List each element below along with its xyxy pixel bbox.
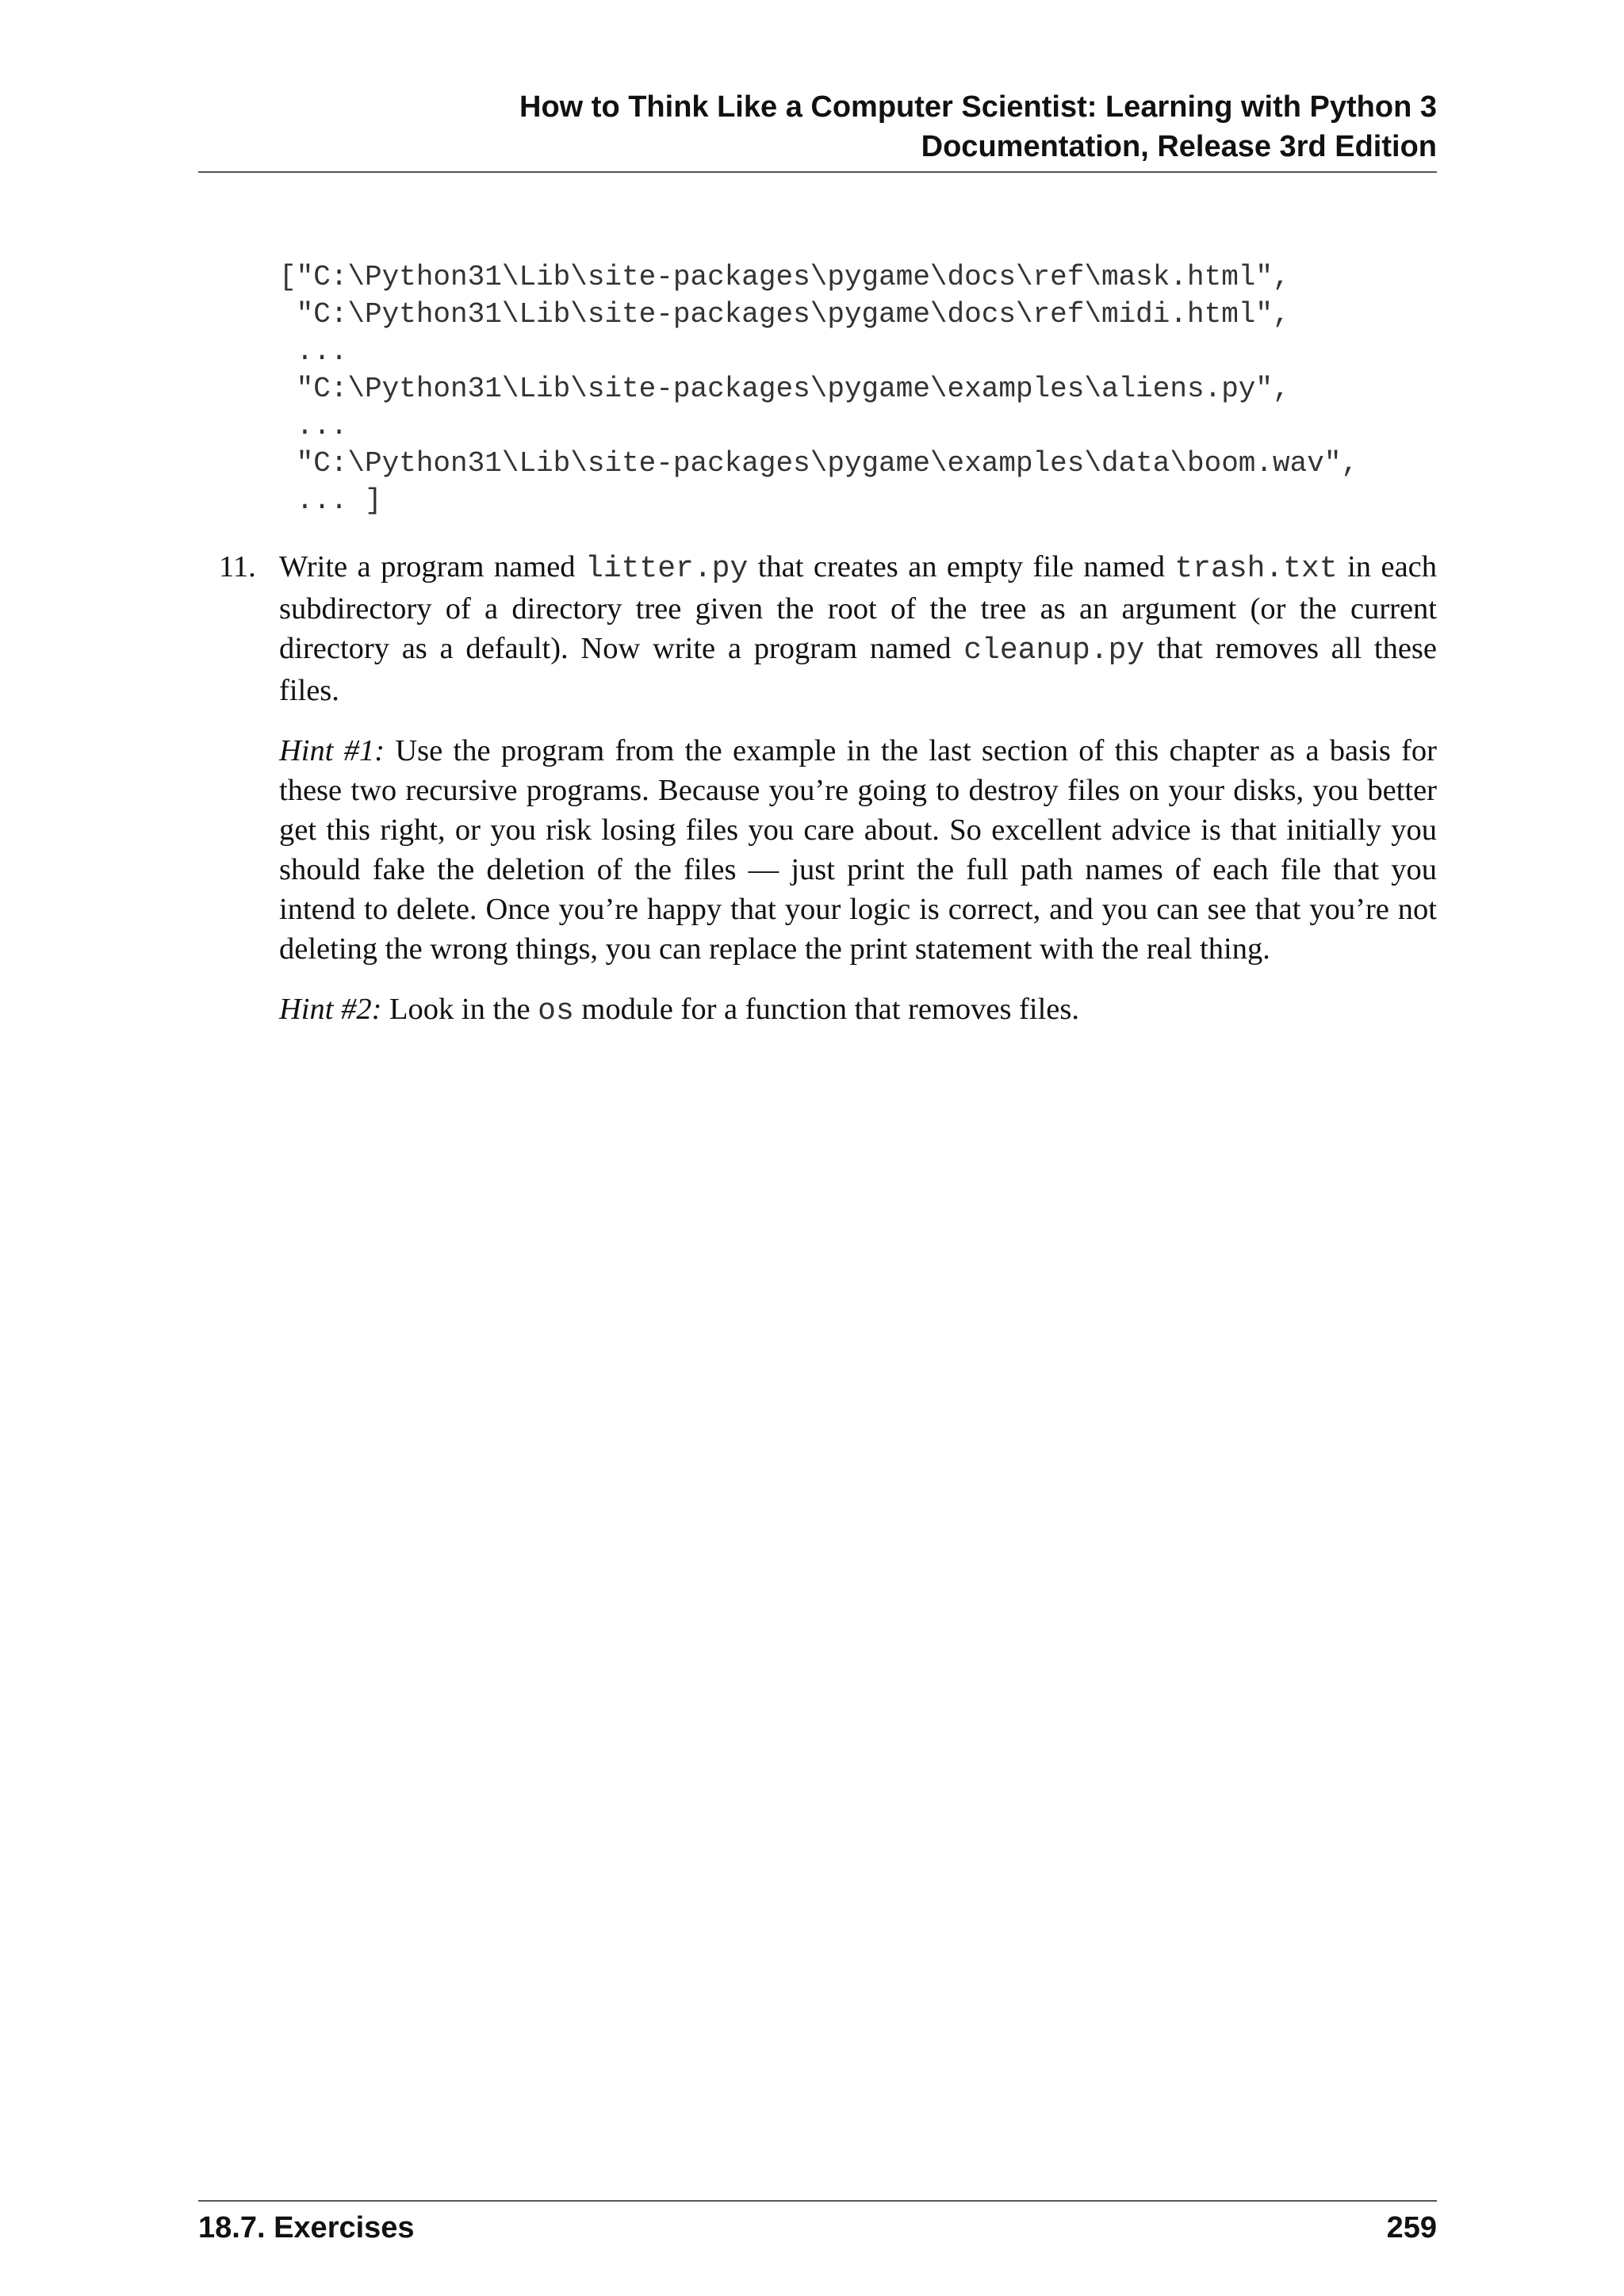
text-run: that removes all these files. bbox=[279, 632, 1437, 707]
text-run: in each subdirectory of a directory tree given the root of the tree as an argument (or the current directory as a default). Now write a program named bbox=[279, 550, 1437, 665]
footer-page-number: 259 bbox=[1386, 2211, 1437, 2244]
code-line: ["C:\Python31\Lib\site-packages\pygame\docs\ref\mask.html", bbox=[279, 261, 1290, 293]
hint-1-paragraph bbox=[279, 731, 1437, 969]
footer-section-title: 18.7. Exercises bbox=[198, 2211, 415, 2244]
header-title-line-1: How to Think Like a Computer Scientist: Learning with Python 3 bbox=[519, 90, 1437, 124]
exercise-body bbox=[279, 547, 1437, 1052]
text-run: Write a program named bbox=[279, 550, 586, 584]
exercise-statement bbox=[279, 547, 1437, 710]
text-run: module for a function that removes files. bbox=[573, 993, 1079, 1026]
text-run: that creates an empty file named bbox=[748, 550, 1175, 584]
code-line: ... bbox=[279, 410, 348, 442]
code-line: "C:\Python31\Lib\site-packages\pygame\docs\ref\midi.html", bbox=[279, 298, 1290, 331]
hint-2-paragraph bbox=[279, 989, 1437, 1031]
code-line: "C:\Python31\Lib\site-packages\pygame\examples\aliens.py", bbox=[279, 373, 1290, 405]
code-listing bbox=[279, 258, 1358, 519]
header-title-line-2: Documentation, Release 3rd Edition bbox=[921, 130, 1437, 163]
inline-code-cleanup: cleanup.py bbox=[963, 633, 1145, 668]
inline-code-os: os bbox=[538, 994, 574, 1028]
running-header bbox=[198, 87, 1437, 166]
inline-code-trash: trash.txt bbox=[1174, 552, 1338, 586]
code-line: ... ] bbox=[279, 484, 382, 517]
code-line: "C:\Python31\Lib\site-packages\pygame\examples\data\boom.wav", bbox=[279, 447, 1359, 480]
hint-1-label: Hint #1: bbox=[279, 734, 385, 767]
hint-1-text: Use the program from the example in the last section of this chapter as a basis for these two recursive programs. Because you’re going to destroy files on your disks, you better get this right, or you risk losing files you care about. So excellent advice is that initially you should fake the deletion of the files — just print the full path names of each file that you intend to delete. Once you’re happy that your logic is correct, and you can see that you’re not deleting the wrong things, you can replace the print statement with the real thing. bbox=[279, 734, 1437, 966]
header-divider bbox=[198, 171, 1437, 173]
hint-2-label: Hint #2: bbox=[279, 993, 382, 1026]
exercise-number: 11. bbox=[219, 550, 256, 584]
inline-code-litter: litter.py bbox=[585, 552, 749, 586]
footer-divider bbox=[198, 2200, 1437, 2202]
text-run: Look in the bbox=[381, 993, 538, 1026]
code-line: ... bbox=[279, 335, 348, 368]
